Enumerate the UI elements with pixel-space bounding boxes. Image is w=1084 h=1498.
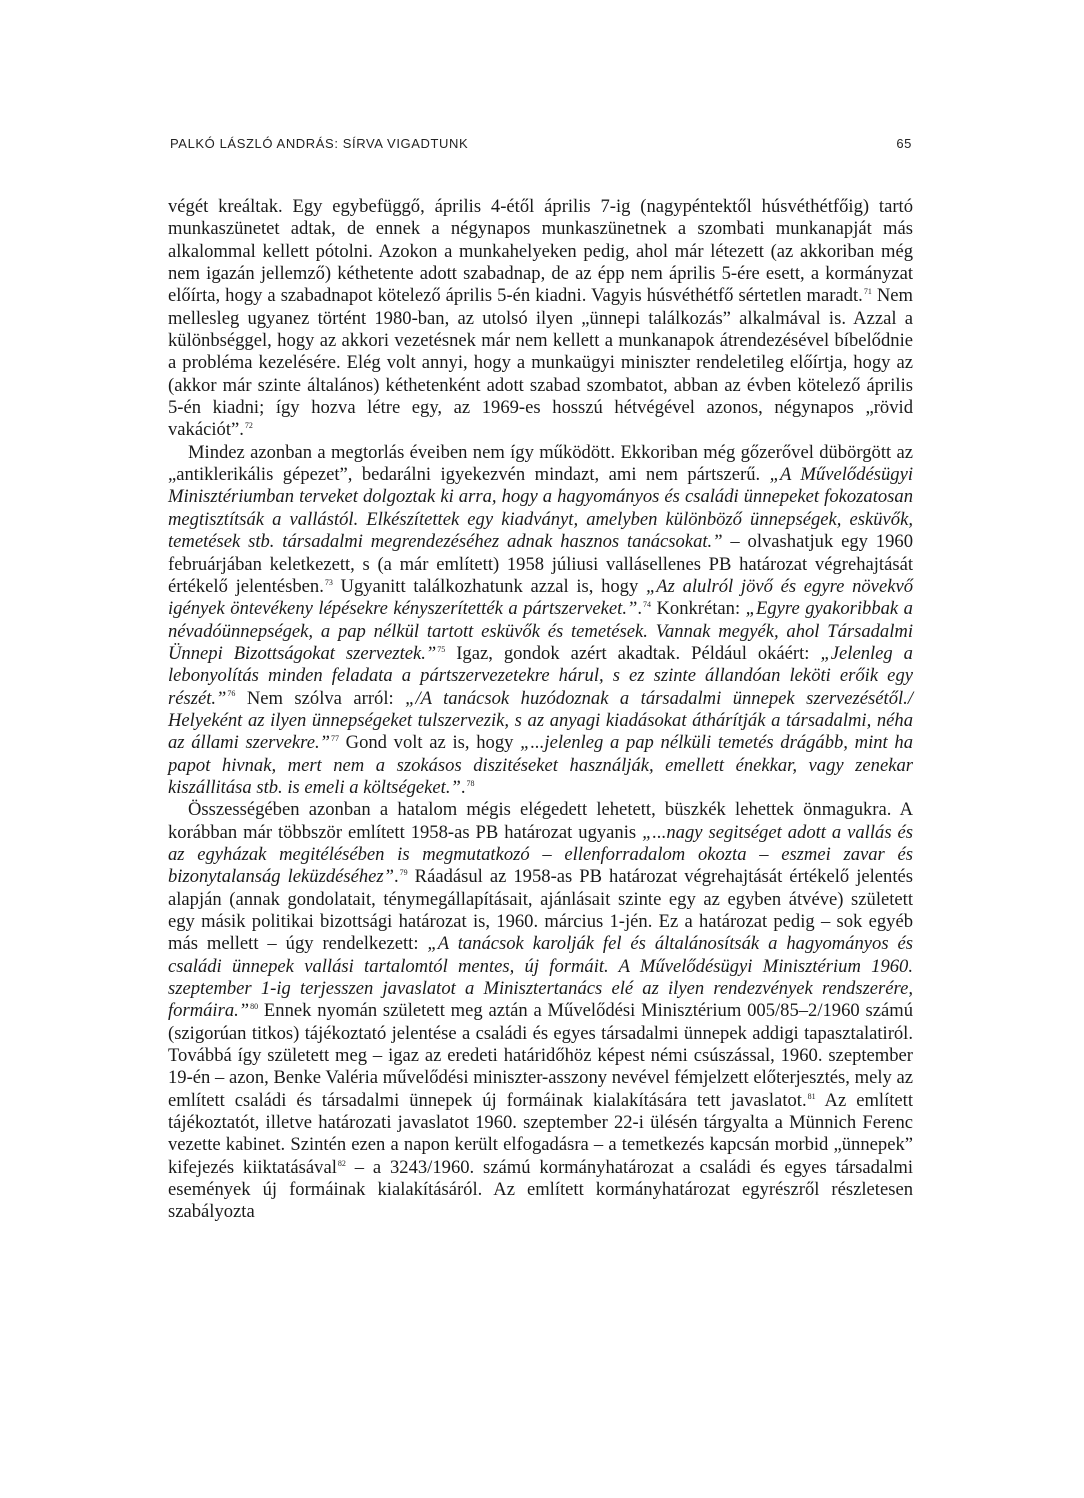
paragraph [168, 442, 913, 800]
footnote-ref: 72 [244, 421, 253, 431]
text-run: . [637, 598, 642, 620]
quotation: „...nagy segitséget adott a vallás és az egyházak megitélésében is megmutatkozó – ellenforradalom okozta – eszmei zavar és bizonytalanság leküzdéséhez” [168, 821, 913, 888]
footnote-ref: 73 [324, 577, 333, 587]
text-run: . [394, 866, 399, 888]
footnote-ref: 79 [399, 868, 408, 878]
page-number: 65 [896, 136, 912, 151]
footnote-ref: 77 [330, 734, 339, 744]
text-run: Ráadásul az 1958-as PB határozat végrehajtását értékelő jelentés alapján (annak gondolatait, ténymegállapításait, ajánlásait szinte egy az egyben átvéve) született egy másik politikai bizottsági határozat is, 1960. március 1-jén. Ez a határozat pedig – sok egyéb más mellett – úgy rendelkezett: [168, 866, 913, 955]
text-run: Igaz, gondok azért akadtak. Például okáért: [445, 642, 821, 664]
quotation: „...jelenleg a pap nélküli temetés drágább, mint ha papot hivnak, mert nem a szokásos diszitéseket használják, emellett énekkar, vagy zenekar kiszállitása stb. is emeli a költségeket.” [168, 732, 913, 798]
footnote-ref: 74 [642, 600, 651, 609]
body-text [168, 196, 913, 1224]
text-run: – a 3243/1960. számú kormányhatározat a családi és egyes társadalmi események új formáinak kialakításáról. Az említett kormányhatározat egyrészről részletesen szabályozta [168, 1156, 913, 1223]
quotation: „A Művelődésügyi Minisztériumban terveket dolgoztak ki arra, hogy a hagyományos és családi ünnepeket fokozatosan megtisztítsák a vallástól. Elkészítettek egy kiadványt, amelyben különböző ünnepségek, esküvők, temetések stb. társadalmi megrendezéséhez adnak hasznos tanácsokat.” [168, 464, 913, 553]
footnote-ref: 78 [466, 778, 475, 788]
paragraph [168, 799, 913, 1224]
text-run: Az említett tájékoztatót, illetve határozati javaslatot 1960. szeptember 22-i ülésén tárgyalta a Münnich Ferenc vezette kabinet. Szintén ezen a napon került elfogadásra – a temetkezés kapcsán morbid „ünnepek” kifejezés kiiktatásával [168, 1089, 913, 1178]
footnote-ref: 80 [250, 1002, 259, 1012]
text-run: Nem szólva arról: [235, 687, 406, 709]
quotation: „/A tanácsok huzódoznak a társadalmi ünnepek szervezésétől./ Helyeként az ilyen ünnepségeket tulszervezik, s az anyagi kiadásokat áthárítják a társadalmi, néha az állami szervekre.” [168, 687, 913, 754]
quotation: „Jelenleg a lebonyolítás minden feladata a pártszervezetekre hárul, s ez szinte állandóan leköti erőik egy részét.” [168, 642, 913, 709]
text-run: Ennek nyomán született meg aztán a Művelődési Minisztérium 005/85–2/1960 számú (szigorúan titkos) tájékoztató jelentése a családi és egyes társadalmi ünnepek addigi tapasztalatiról. Továbbá így született meg – igaz az eredeti határidőhöz képest némi csúszással, 1960. szeptember 19-én – azon, Benke Valéria művelődési miniszter-asszony nevével fémjelzett előterjesztés, mely az említett családi és társadalmi ünnepek új formáinak kialakítására tett javaslatot. [168, 1000, 913, 1111]
footnote-ref: 71 [863, 287, 872, 297]
text-run: Összességében azonban a hatalom mégis elégedett lehetett, büszkék lehettek önmagukra. A korábban már többször említett 1958-as PB határozat ugyanis [168, 799, 913, 843]
text-run: Nem mellesleg ugyanez történt 1980-ban, az utolsó ilyen „ünnepi találkozás” alkalmával is. Azzal a különbséggel, hogy az akkori vezetésnek már nem kellett a munkanapok átrendezésével bíbelődnie a probléma kezelésére. Elég volt annyi, hogy a munkaügyi miniszter rendeletileg előírtja, hogy az (akkor már szinte általános) kéthetenként adott szabad szombatot, abban az évben kötelező április 5-én kiadni; így hozva létre egy, az 1969-es hosszú hétvégével azonos, négynapos „rövid vakációt”. [168, 285, 913, 441]
footnote-ref: 81 [807, 1091, 816, 1101]
text-run: Mindez azonban a megtorlás éveiben nem így működött. Ekkoriban még gőzerővel dübörgött az „antiklerikális gépezet”, bedarálni igyekezvén mindazt, ami nem pártszerű. [168, 441, 913, 486]
footnote-ref: 75 [437, 644, 446, 654]
text-run: Konkrétan: [650, 598, 746, 620]
quotation: „A tanácsok karolják fel és általánosítsák a hagyományos és családi ünnepek vallási tartalomtól mentes, új formáit. A Művelődésügyi Minisztérium 1960. szeptember 1-ig terjesszen javaslatot a Minisztertanács elé az ilyen rendezvények rendszerére, formáira.” [168, 933, 913, 1022]
text-run: Ugyanitt találkozhatunk azzal is, hogy [332, 575, 646, 597]
text-run: – olvashatjuk egy 1960 februárjában keletkezett, s (a már említett) 1958 júliusi vallásellenes PB határozat végrehajtását értékelő jelentésben. [168, 531, 913, 597]
text-run: . [460, 776, 466, 798]
running-header [170, 136, 912, 151]
quotation: „Egyre gyakoribbak a névadóünnepségek, a pap nélkül tartott esküvők és temetések. Vannak megyék, ahol Társadalmi Ünnepi Bizottságokat szerveztek.” [168, 598, 913, 664]
text-run: végét kreáltak. Egy egybefüggő, április 4-étől április 7-ig (nagypéntektől húsvéthétfőig) tartó munkaszünetet adtak, de ennek a négynapos munkaszünetnek a szombati munkanapját más alkalommal kellett pótolni. Azokon a munkahelyeken pedig, ahol már létezett (az akkoriban még nem igazán jellemző) kéthetente adott szabadnap, de az épp nem április 5-ére esett, a kormányzat előírta, hogy a szabadnapot kötelező április 5-én kiadni. Vagyis húsvéthétfő sértetlen maradt. [168, 196, 913, 307]
quotation: „Az alulról jövő és egyre növekvő igények öntevékeny lépésekre kényszerítették a pártszerveket.” [168, 575, 913, 620]
footnote-ref: 76 [227, 689, 236, 699]
paragraph [168, 196, 913, 442]
footnote-ref: 82 [337, 1158, 346, 1168]
running-title: PALKÓ LÁSZLÓ ANDRÁS: SÍRVA VIGADTUNK [170, 136, 469, 151]
text-run: Gond volt az is, hogy [338, 732, 521, 754]
